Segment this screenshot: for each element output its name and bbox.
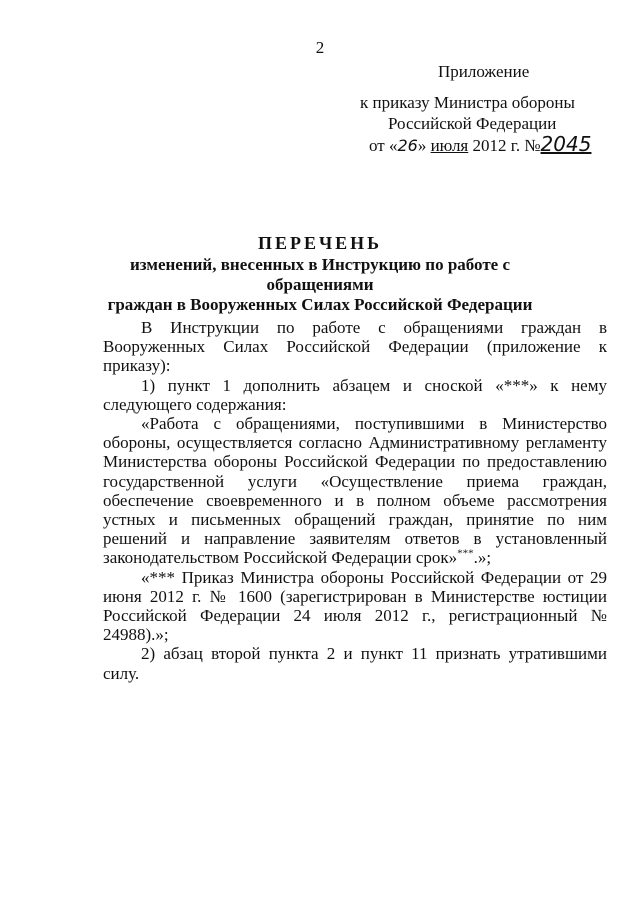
handwritten-order-number: 2045 <box>540 132 592 156</box>
document-subtitle <box>80 255 560 315</box>
appendix-line-order: к приказу Министра обороны <box>360 93 575 112</box>
appendix-line-federation: Российской Федерации <box>388 114 557 133</box>
item-1-paragraph: 1) пункт 1 дополнить абзацем и сноской «***» к нему следующего содержания: <box>103 375 607 414</box>
item-2-paragraph: 2) абзац второй пункта 2 и пункт 11 признать утратившими силу. <box>103 644 607 683</box>
footnote-mark: *** <box>457 547 474 560</box>
document-title: ПЕРЕЧЕНЬ <box>257 233 383 253</box>
quote-text: «Работа с обращениями, поступившими в Министерство обороны, осуществляется согласно Административному регламенту Министерства обороны Российской Федерации по предоставлению государственной услуги «Осуществление приема граждан, обеспечение своевременного и в полном объеме рассмотрения устных и письменных обращений граждан, принятие по ним решений и направление заявителям ответов в установленный законодательством Российской Федерации срок» <box>103 414 607 568</box>
intro-paragraph: В Инструкции по работе с обращениями граждан в Вооруженных Силах Российской Федерации (приложение к приказу): <box>103 318 607 376</box>
document-body <box>103 318 607 683</box>
subtitle-line-1: изменений, внесенных в Инструкцию по работе с обращениями <box>129 255 511 294</box>
quote-end: .»; <box>473 548 492 568</box>
date-suffix: 2012 г. № <box>468 136 541 155</box>
handwritten-day: 26 <box>397 136 418 155</box>
appendix-title: Приложение <box>438 62 530 81</box>
subtitle-line-2: граждан в Вооруженных Силах Российской Федерации <box>107 295 533 314</box>
page-number: 2 <box>315 38 325 57</box>
date-prefix: от « <box>369 136 398 155</box>
date-month: июля <box>430 136 469 155</box>
footnote-paragraph: «*** Приказ Министра обороны Российской Федерации от 29 июня 2012 г. № 1600 (зарегистрирован в Министерстве юстиции Российской Федерации 24 июля 2012 г., регистрационный № 24988).»; <box>103 567 607 645</box>
date-mid: » <box>417 136 431 155</box>
appendix-block <box>360 92 610 156</box>
appendix-date-line <box>360 134 610 156</box>
quote-paragraph <box>103 414 607 568</box>
